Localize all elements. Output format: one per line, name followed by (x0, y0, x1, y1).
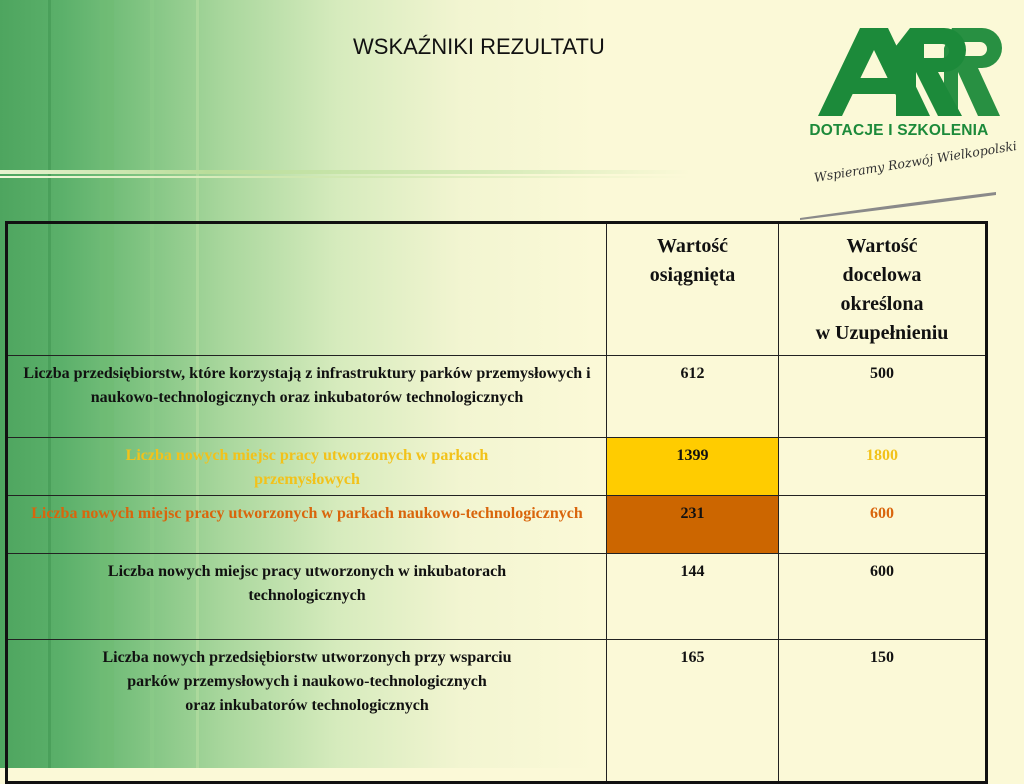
table-row (7, 554, 987, 640)
row-achieved-value: 231 (607, 496, 779, 554)
row-achieved-value: 144 (607, 554, 779, 640)
row-label: Liczba przedsiębiorstw, które korzystają z infrastruktury parków przemysłowych i naukowo-technologicznych oraz inkubatorów technologicznych (7, 356, 607, 438)
logo-slogan: Wspieramy Rozwój Wielkopolski (812, 137, 1018, 185)
header-target (779, 223, 987, 356)
arr-logo-icon (790, 22, 1010, 122)
row-achieved-value: 165 (607, 640, 779, 783)
row-target-value: 150 (779, 640, 987, 783)
row-target-value: 600 (779, 554, 987, 640)
row-target-value: 500 (779, 356, 987, 438)
table-header-row (7, 223, 987, 356)
row-achieved-value: 612 (607, 356, 779, 438)
row-achieved-value: 1399 (607, 438, 779, 496)
header-label-cell (7, 223, 607, 356)
row-label (7, 640, 607, 783)
row-target-value: 1800 (779, 438, 987, 496)
header-target-line: Wartość (846, 235, 918, 257)
logo-swoosh (798, 190, 998, 220)
table-row (7, 356, 987, 438)
slide-title: WSKAŹNIKI REZULTATU (353, 34, 605, 59)
header-achieved-text: Wartość osiągnięta (649, 235, 736, 286)
row-label: Liczba nowych miejsc pracy utworzonych w parkach naukowo-technologicznych (7, 496, 607, 554)
row-label: Liczba nowych miejsc pracy utworzonych w inkubatorach technologicznych (7, 554, 607, 640)
row-target-value: 600 (779, 496, 987, 554)
row-label: Liczba nowych miejsc pracy utworzonych w parkach przemysłowych (7, 438, 607, 496)
decor-hline (0, 170, 690, 174)
table-row (7, 640, 987, 783)
logo-brand-text: DOTACJE I SZKOLENIA (809, 122, 989, 139)
results-indicators-table (5, 221, 988, 784)
header-target-line: docelowa (842, 264, 922, 286)
row-label-line: Liczba nowych przedsiębiorstw utworzonych przy wsparciu (102, 649, 512, 666)
header-target-line: w Uzupełnieniu (815, 322, 949, 344)
arr-logo (790, 22, 1018, 222)
table-row (7, 496, 987, 554)
header-achieved (607, 223, 779, 356)
row-label-line: parków przemysłowych i naukowo-technologicznych (127, 673, 487, 690)
decor-hline (0, 176, 690, 178)
header-target-line: określona (840, 293, 924, 315)
row-label-line: oraz inkubatorów technologicznych (185, 697, 429, 714)
table-row (7, 438, 987, 496)
